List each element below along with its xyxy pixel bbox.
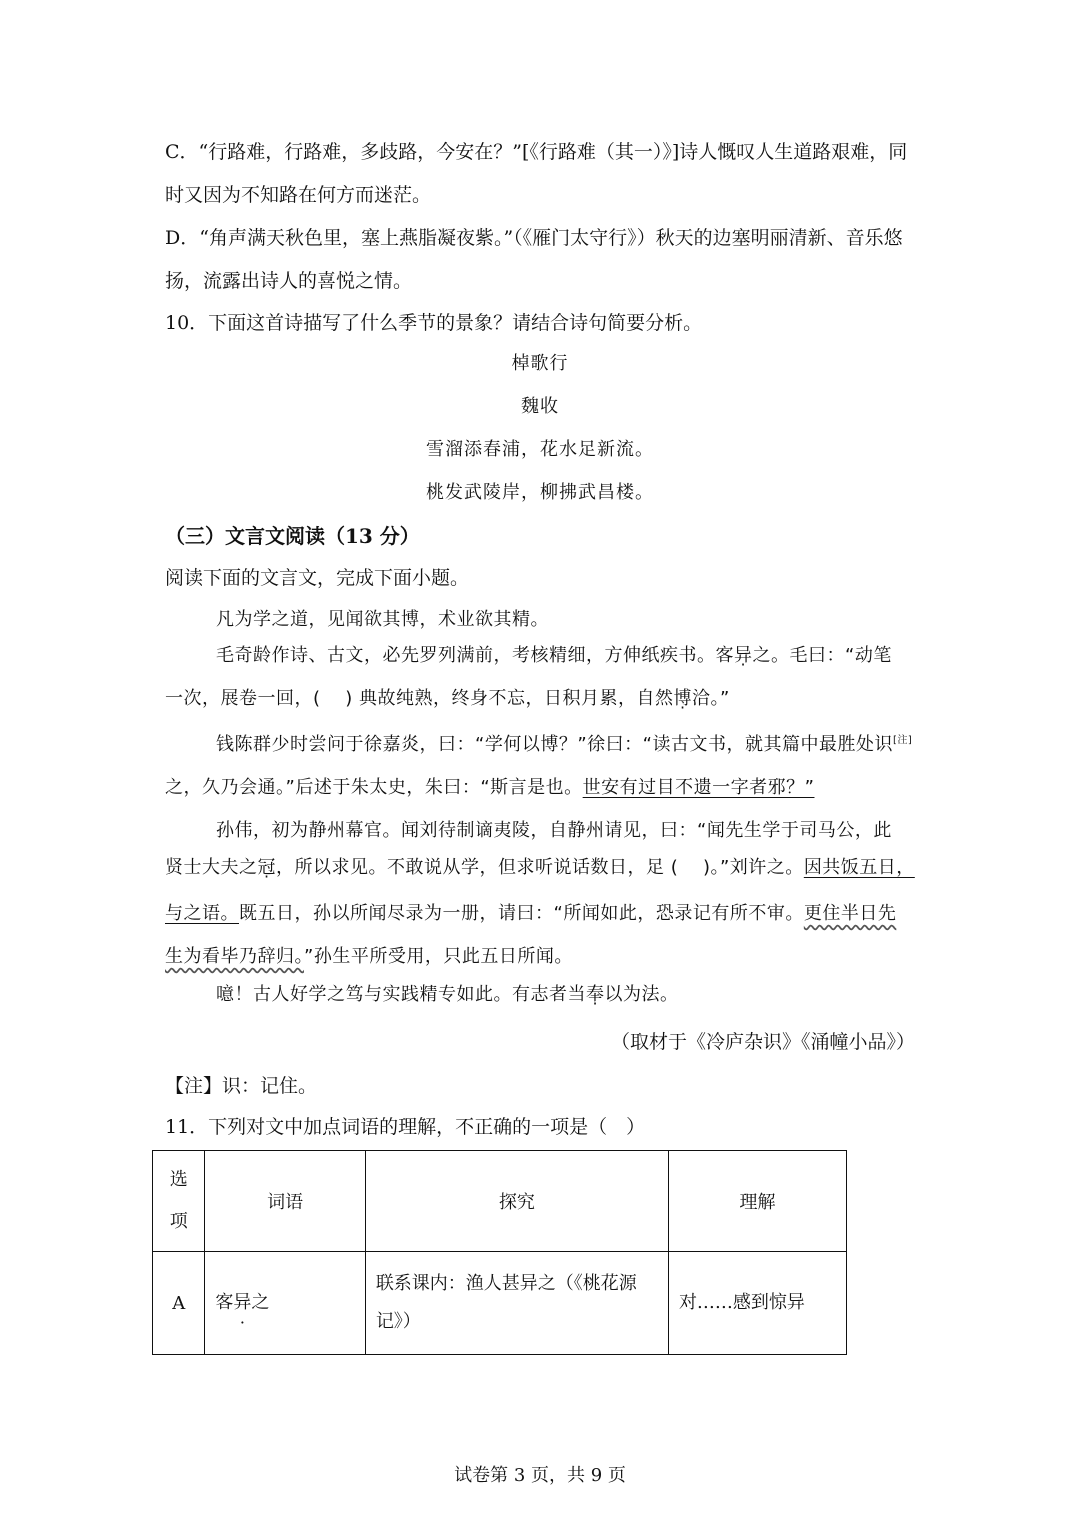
footnote-marker: [注] <box>892 735 913 746</box>
underlined-sentence: 因共饭五日， <box>803 857 915 878</box>
passage-p3-line1 <box>216 736 912 754</box>
header-explore: 探究 <box>365 1151 668 1252</box>
text-run: 既五日，孙以所闻尽录为一册，请曰：“所闻如此，恐录记有所不审。 <box>239 903 804 924</box>
text-run: ”孙生平所受用，只此五日所闻。 <box>304 946 573 967</box>
table-header-row <box>153 1151 847 1252</box>
underlined-sentence: 与之语。 <box>165 903 239 924</box>
passage-p4-line1: 孙伟，初为静州幕官。闻刘待制谪夷陵，自静州请见，曰：“闻先生学于司马公，此 <box>216 820 892 841</box>
row-option: A <box>153 1252 205 1355</box>
footnote: 【注】识：记住。 <box>165 1075 318 1097</box>
passage-p1: 凡为学之道，见闻欲其博，术业欲其精。 <box>216 609 549 630</box>
text-run: 洽。” <box>692 688 730 709</box>
q10-question: 10．下面这首诗描写了什么季节的景象？请结合诗句简要分析。 <box>165 312 703 334</box>
dotted-word: 冠 <box>257 857 276 878</box>
poem-line-1: 雪溜添春浦，花水足新流。 <box>426 439 654 460</box>
dotted-word: 博 <box>673 688 692 709</box>
passage-p4-line4 <box>165 948 573 966</box>
text-run: 之，久乃会通。”后述于朱太史，朱曰：“斯言是也。 <box>165 777 583 798</box>
section-heading: （三）文言文阅读（13 分） <box>165 524 420 548</box>
q9-option-c-line2: 时又因为不知路在何方而迷茫。 <box>165 184 432 206</box>
q9-option-d-line1: D．“角声满天秋色里，塞上燕脂凝夜紫。”（《雁门太守行》）秋天的边塞明丽清新、音乐悠 <box>165 227 903 249</box>
poem-line-2: 桃发武陵岸，柳拂武昌楼。 <box>426 482 654 503</box>
passage-p5 <box>216 986 679 1004</box>
header-option-label: 选项 <box>169 1169 188 1232</box>
q11-question: 11．下列对文中加点词语的理解，不正确的一项是（ ） <box>165 1116 646 1138</box>
section-instruction: 阅读下面的文言文，完成下面小题。 <box>165 567 470 589</box>
wavy-underlined-sentence: 更住半日先 <box>803 903 897 924</box>
text-run: 一次，展卷一回，( ) 典故纯熟，终身不忘，日积月累，自然 <box>165 688 674 709</box>
q11-options-table <box>152 1150 847 1355</box>
text-run: 之 <box>251 1292 270 1313</box>
underlined-sentence: 世安有过目不遗一字者邪？” <box>582 777 815 798</box>
passage-p3-line2 <box>165 779 814 797</box>
header-word: 词语 <box>205 1151 365 1252</box>
passage-p4-line2 <box>165 859 915 877</box>
table-row <box>153 1252 847 1355</box>
passage-p2-line2 <box>165 690 730 708</box>
poem-title: 棹歌行 <box>511 353 569 374</box>
text-run: 客 <box>215 1292 234 1313</box>
dotted-word: 异 <box>233 1292 252 1313</box>
text-run: 噫！古人好学之笃与实践精专如此。有志者当 <box>216 984 586 1005</box>
text-run: 以为法。 <box>604 984 679 1005</box>
poem-author: 魏收 <box>521 396 559 417</box>
text-run: 之。毛曰：“动笔 <box>752 645 892 666</box>
passage-p4-line3 <box>165 905 896 923</box>
row-meaning: 对……感到惊异 <box>668 1252 846 1355</box>
header-option <box>153 1151 205 1252</box>
dotted-word: 奉 <box>586 984 605 1005</box>
text-run: 钱陈群少时尝问于徐嘉炎，曰：“学何以博？”徐曰：“读古文书，就其篇中最胜处识 <box>216 734 893 755</box>
dotted-word: 异 <box>734 645 753 666</box>
text-run: 毛奇龄作诗、古文，必先罗列满前，考核精细，方伸纸疾书。客 <box>216 645 734 666</box>
q9-option-c-line1: C．“行路难，行路难，多歧路，今安在？”[《行路难（其一）》]诗人慨叹人生道路艰难，同 <box>165 141 908 163</box>
header-meaning: 理解 <box>668 1151 846 1252</box>
passage-source: （取材于《冷庐杂识》《涌幢小品》） <box>610 1031 915 1053</box>
text-run: 贤士大夫之 <box>165 857 258 878</box>
q9-option-d-line2: 扬，流露出诗人的喜悦之情。 <box>165 270 413 292</box>
page-footer: 试卷第 3 页，共 9 页 <box>454 1465 626 1486</box>
row-word <box>205 1252 365 1355</box>
row-explore: 联系课内：渔人甚异之（《桃花源记》） <box>365 1252 668 1355</box>
wavy-underlined-sentence: 生为看毕乃辞归。 <box>165 946 304 967</box>
passage-p2-line1 <box>216 647 892 665</box>
text-run: ，所以求见。不敢说从学，但求听说话数日，足 ( )。”刘许之。 <box>276 857 804 878</box>
